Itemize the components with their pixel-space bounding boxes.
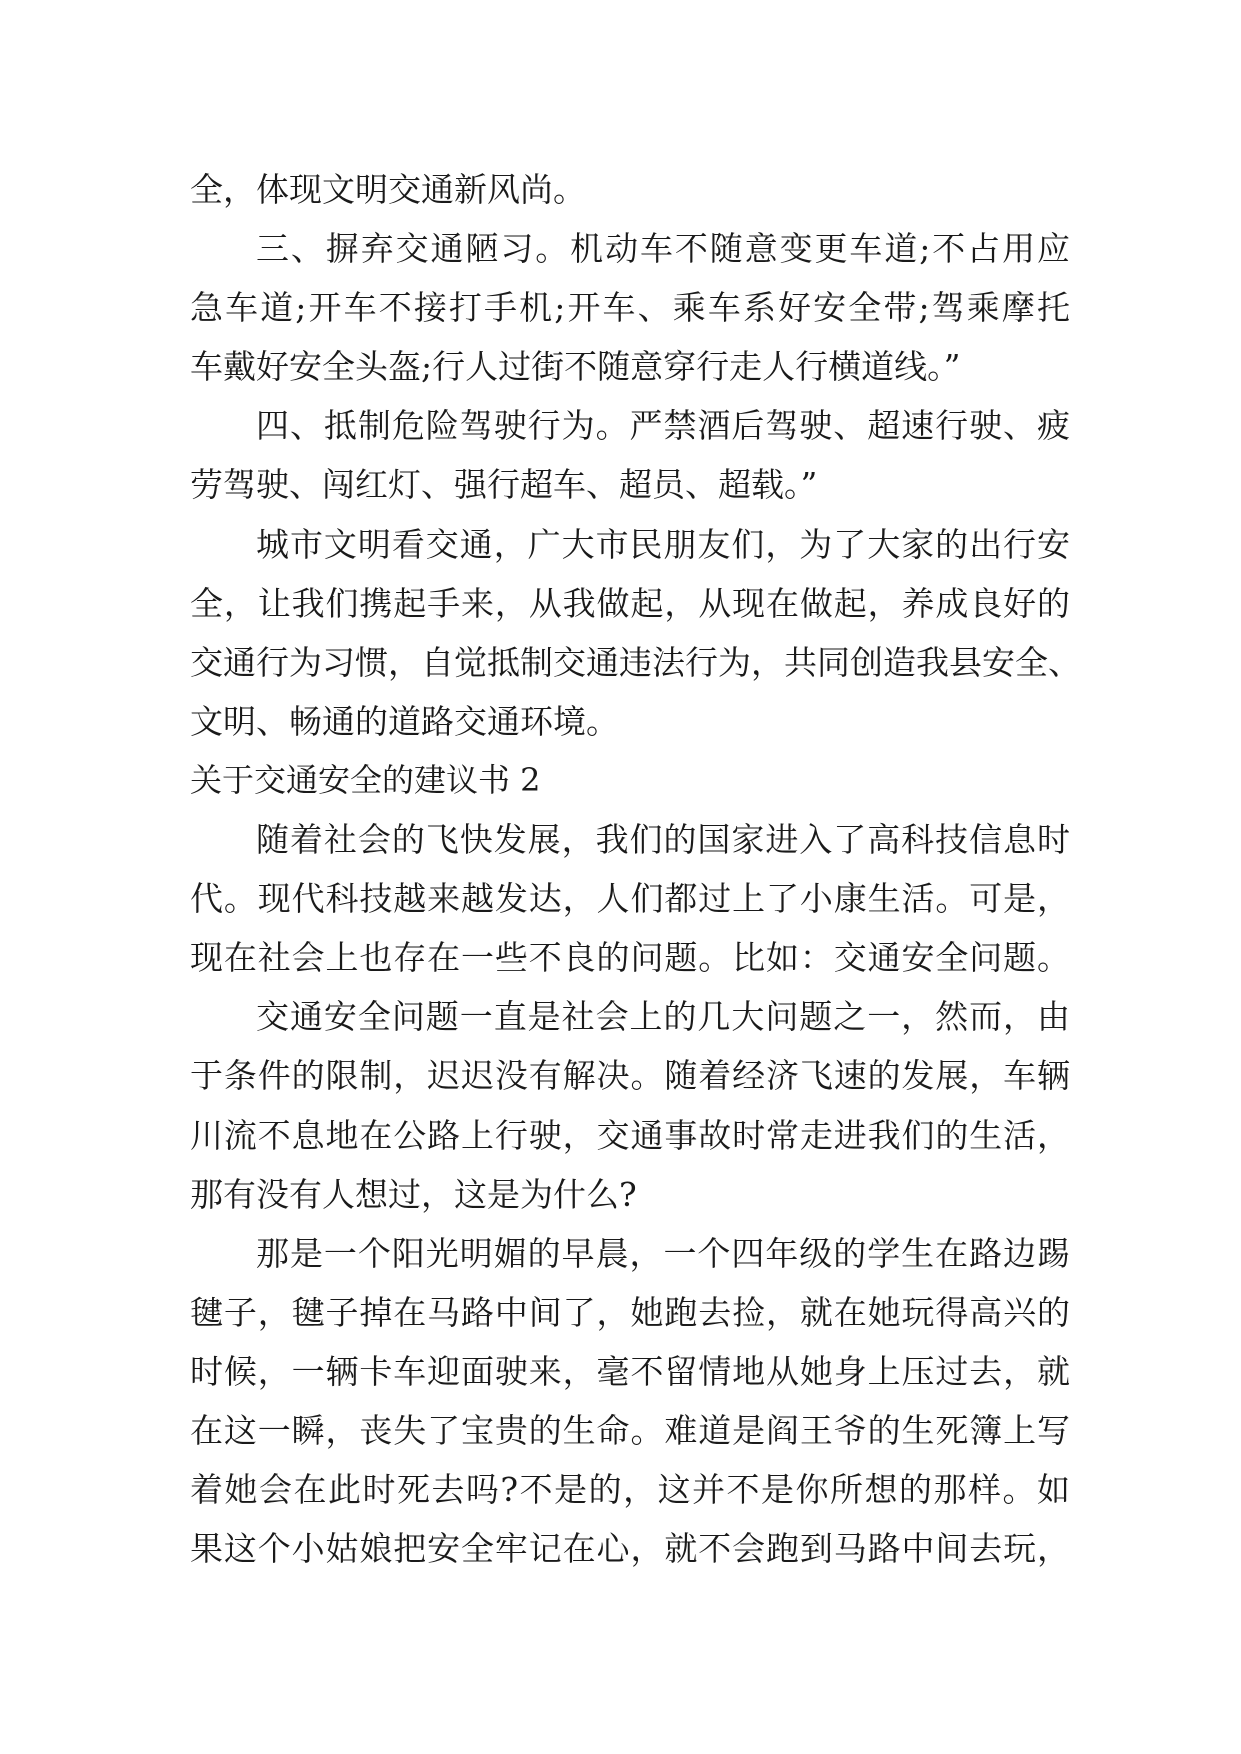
text-line: 着她会在此时死去吗?不是的，这并不是你所想的那样。如	[190, 1470, 1070, 1510]
text-line: 川流不息地在公路上行驶，交通事故时常走进我们的生活，	[190, 1115, 1070, 1155]
text-line: 交通安全问题一直是社会上的几大问题之一，然而，由	[256, 997, 1070, 1037]
text-line: 现在社会上也存在一些不良的问题。比如：交通安全问题。	[190, 938, 1070, 978]
text-line: 代。现代科技越来越发达，人们都过上了小康生活。可是，	[190, 879, 1070, 919]
text-line: 那是一个阳光明媚的早晨，一个四年级的学生在路边踢	[256, 1233, 1070, 1273]
text-line: 文明、畅通的道路交通环境。	[190, 701, 619, 741]
text-line: 果这个小姑娘把安全牢记在心，就不会跑到马路中间去玩，	[190, 1529, 1070, 1569]
text-line: 时候，一辆卡车迎面驶来，毫不留情地从她身上压过去，就	[190, 1351, 1070, 1391]
text-line: 急车道;开车不接打手机;开车、乘车系好安全带;驾乘摩托	[190, 288, 1070, 328]
text-line: 全，让我们携起手来，从我做起，从现在做起，养成良好的	[190, 583, 1070, 623]
text-line: 随着社会的飞快发展，我们的国家进入了高科技信息时	[256, 820, 1070, 860]
text-line: 全，体现文明交通新风尚。	[190, 170, 586, 209]
document-body	[190, 160, 1081, 1578]
text-line: 四、抵制危险驾驶行为。严禁酒后驾驶、超速行驶、疲	[256, 406, 1070, 446]
text-line: 毽子，毽子掉在马路中间了，她跑去捡，就在她玩得高兴的	[190, 1292, 1070, 1332]
text-line: 在这一瞬，丧失了宝贵的生命。难道是阎王爷的生死簿上写	[190, 1410, 1070, 1450]
text-line: 城市文明看交通，广大市民朋友们，为了大家的出行安	[256, 524, 1070, 564]
text-line: 三、摒弃交通陋习。机动车不随意变更车道;不占用应	[256, 229, 1070, 269]
text-line: 于条件的限制，迟迟没有解决。随着经济飞速的发展，车辆	[190, 1056, 1070, 1096]
text-line: 那有没有人想过，这是为什么?	[190, 1174, 637, 1214]
text-line: 劳驾驶、闯红灯、强行超车、超员、超载。”	[190, 465, 818, 505]
section-heading: 关于交通安全的建议书 2	[190, 760, 541, 799]
text-line: 车戴好安全头盔;行人过街不随意穿行走人行横道线。”	[190, 347, 961, 387]
text-line: 交通行为习惯，自觉抵制交通违法行为，共同创造我县安全、	[190, 642, 1081, 682]
